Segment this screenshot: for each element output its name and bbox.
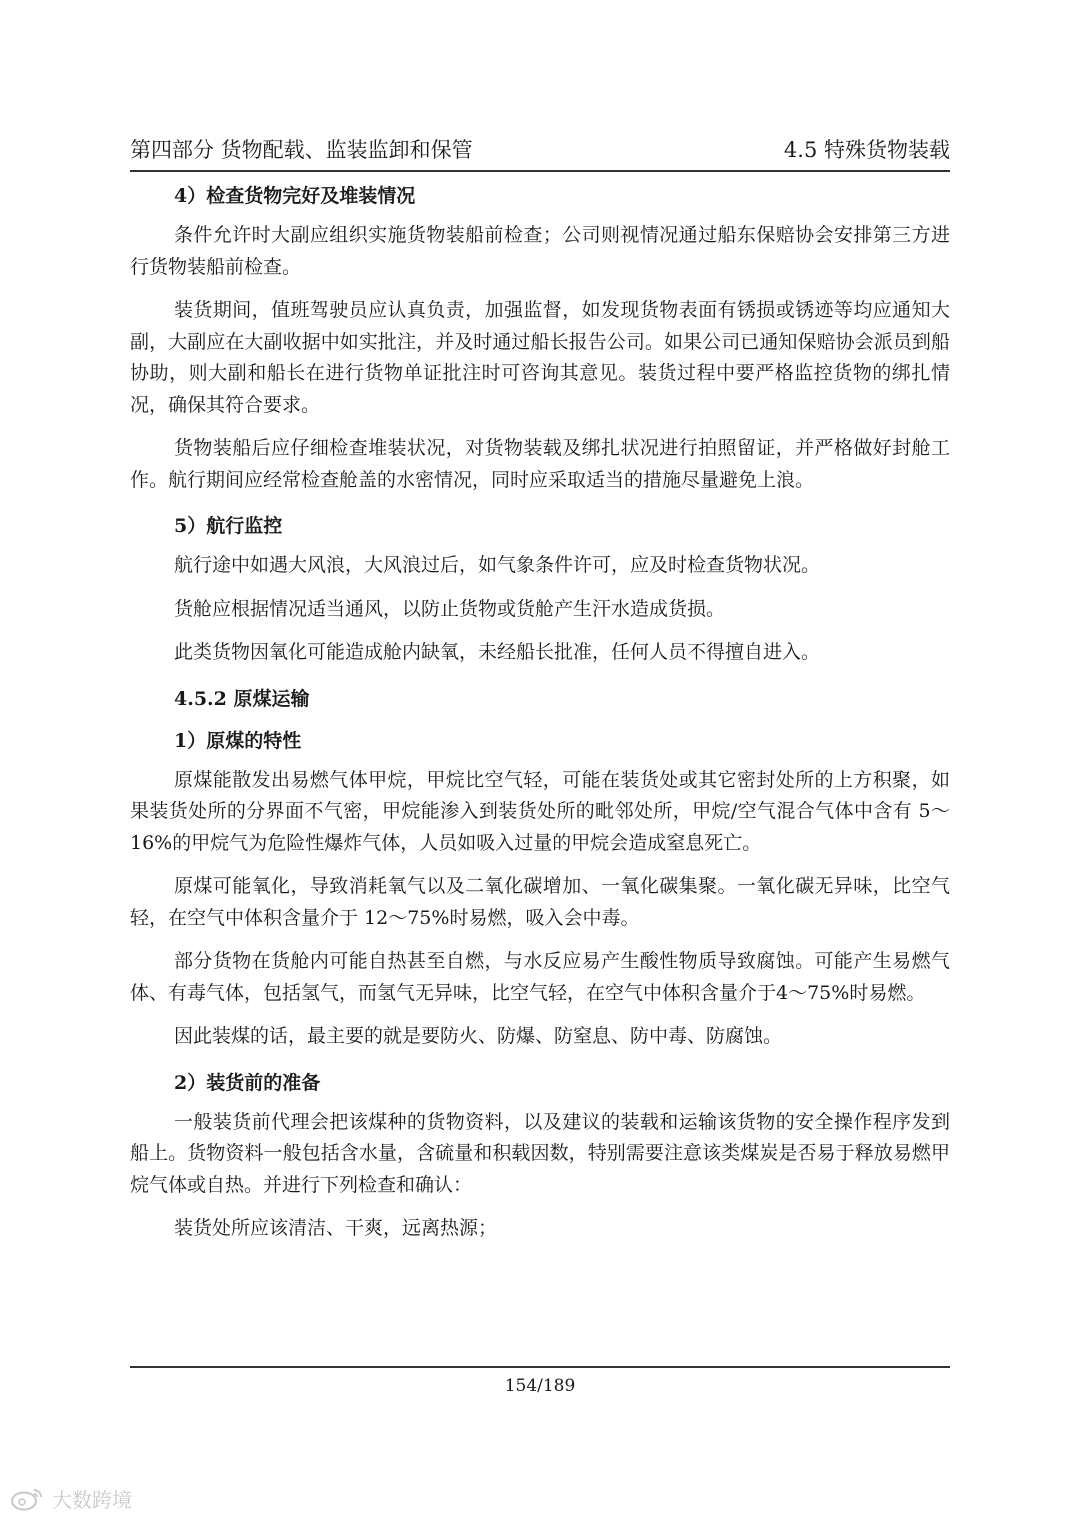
page-header [130,128,950,172]
heading-coal-properties: 1）原煤的特性 [174,729,302,752]
paragraph: 货舱应根据情况适当通风，以防止货物或货舱产生汗水造成货损。 [174,597,726,620]
weibo-logo-icon [10,1486,44,1512]
paragraph: 原煤可能氧化，导致消耗氧气以及二氧化碳增加、一氧化碳集聚。一氧化碳无异味，比空气轻，在空气中体积含量介于 12～75%时易燃，吸入会中毒。 [130,875,950,929]
footer-divider [130,1366,950,1368]
header-part-title: 第四部分 货物配载、监装监卸和保管 [130,138,473,162]
page-content [130,178,950,1245]
paragraph: 装货期间，值班驾驶员应认真负责，加强监督，如发现货物表面有锈损或锈迹等均应通知大副，大副应在大副收据中如实批注，并及时通过船长报告公司。如果公司已通知保赔协会派员到船协助，则大副和船长在进行货物单证批注时可咨询其意见。装货过程中要严格监控货物的绑扎情况，确保其符合要求。 [130,299,950,416]
paragraph: 货物装船后应仔细检查堆装状况，对货物装载及绑扎状况进行拍照留证，并严格做好封舱工作。航行期间应经常检查舱盖的水密情况，同时应采取适当的措施尽量避免上浪。 [130,437,950,491]
paragraph: 航行途中如遇大风浪，大风浪过后，如气象条件许可，应及时检查货物状况。 [174,554,821,576]
watermark-text: 大数跨境 [52,1488,132,1512]
heading-cargo-check: 4）检查货物完好及堆装情况 [174,185,416,207]
paragraph: 此类货物因氧化可能造成舱内缺氧，未经船长批准，任何人员不得擅自进入。 [174,641,821,663]
watermark [10,1484,132,1513]
heading-coal-transport: 4.5.2 原煤运输 [174,687,310,710]
page-number: 154/189 [504,1376,576,1396]
paragraph: 条件允许时大副应组织实施货物装船前检查；公司则视情况通过船东保赔协会安排第三方进行货物装船前检查。 [130,224,950,278]
heading-voyage-monitoring: 5）航行监控 [174,515,283,537]
heading-preloading-preparation: 2）装货前的准备 [174,1071,321,1094]
paragraph: 部分货物在货舱内可能自热甚至自燃，与水反应易产生酸性物质导致腐蚀。可能产生易燃气体、有毒气体，包括氢气，而氢气无异味，比空气轻，在空气中体积含量介于4～75%时易燃。 [130,950,950,1004]
paragraph: 原煤能散发出易燃气体甲烷，甲烷比空气轻，可能在装货处或其它密封处所的上方积聚，如果装货处所的分界面不气密，甲烷能渗入到装货处所的毗邻处所，甲烷/空气混合气体中含有 5～16%的甲烷气为危险性爆炸气体，人员如吸入过量的甲烷会造成窒息死亡。 [130,768,950,854]
paragraph: 一般装货前代理会把该煤种的货物资料，以及建议的装载和运输该货物的安全操作程序发到船上。货物资料一般包括含水量，含硫量和积载因数，特别需要注意该类煤炭是否易于释放易燃甲烷气体或自热。并进行下列检查和确认： [130,1110,950,1196]
paragraph: 因此装煤的话，最主要的就是要防火、防爆、防窒息、防中毒、防腐蚀。 [174,1025,783,1047]
header-section-title: 4.5 特殊货物装载 [783,138,950,162]
paragraph: 装货处所应该清洁、干爽，远离热源； [174,1217,498,1239]
